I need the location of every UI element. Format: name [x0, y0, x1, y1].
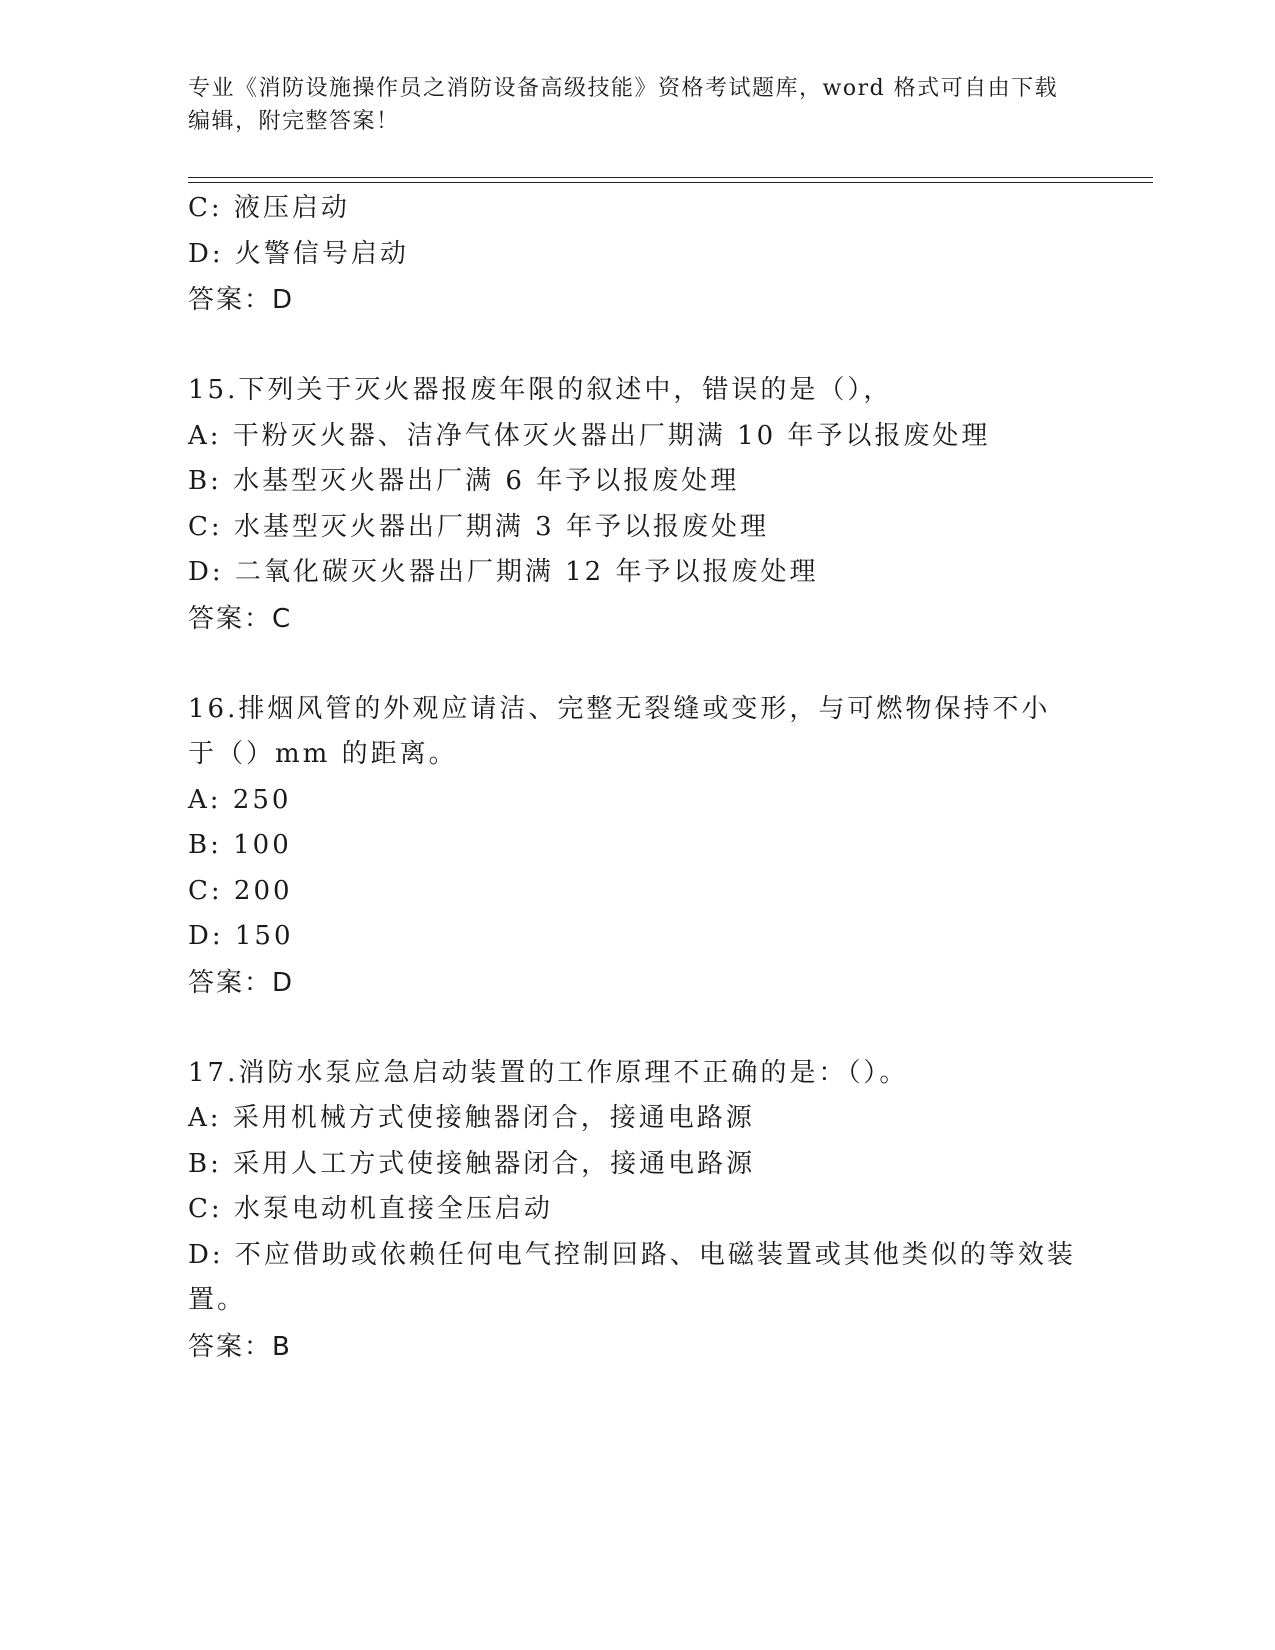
- spacer: [188, 642, 1078, 687]
- spacer: [188, 1006, 1078, 1051]
- question-16: [188, 687, 1078, 1006]
- question-15: [188, 368, 1078, 642]
- option-a: A: 采用机械方式使接触器闭合，接通电路源: [188, 1103, 755, 1133]
- header-rule-top: [188, 177, 1153, 178]
- page-header: 专业《消防设施操作员之消防设备高级技能》资格考试题库，word 格式可自由下载编辑，附完整答案！: [188, 76, 1059, 134]
- question-stem: 17.消防水泵应急启动装置的工作原理不正确的是：（）。: [188, 1057, 909, 1088]
- option-d: D: 火警信号启动: [188, 238, 409, 269]
- option-b: B: 100: [188, 830, 292, 860]
- option-c: C: 水泵电动机直接全压启动: [188, 1194, 553, 1224]
- answer-line: 答案：C: [188, 603, 293, 634]
- option-d: D: 150: [188, 921, 294, 951]
- question-stem: 16.排烟风管的外观应请洁、完整无裂缝或变形，与可燃物保持不小于（）mm 的距离。: [188, 693, 1051, 769]
- option-c: C: 水基型灭火器出厂期满 3 年予以报废处理: [188, 511, 769, 542]
- question-list: [188, 186, 1078, 1370]
- option-b: B: 水基型灭火器出厂满 6 年予以报废处理: [188, 466, 740, 496]
- spacer: [188, 323, 1078, 368]
- answer-line: 答案：D: [188, 967, 295, 998]
- header-rule-bottom: [188, 182, 1153, 183]
- answer-line: 答案：D: [188, 285, 295, 315]
- option-c: C: 200: [188, 875, 293, 906]
- option-b: B: 采用人工方式使接触器闭合，接通电路源: [188, 1148, 756, 1179]
- option-d: D: 不应借助或依赖任何电气控制回路、电磁装置或其他类似的等效装置。: [188, 1239, 1076, 1315]
- option-c: C: 液压启动: [188, 193, 350, 223]
- question-17: [188, 1051, 1078, 1370]
- answer-line: 答案：B: [188, 1331, 292, 1362]
- option-a: A: 干粉灭火器、洁净气体灭火器出厂期满 10 年予以报废处理: [188, 420, 991, 451]
- option-d: D: 二氧化碳灭火器出厂期满 12 年予以报废处理: [188, 557, 819, 587]
- question-stem: 15.下列关于灭火器报废年限的叙述中，错误的是（），: [188, 375, 893, 405]
- question-14-continuation: [188, 186, 1078, 323]
- option-a: A: 250: [188, 784, 292, 815]
